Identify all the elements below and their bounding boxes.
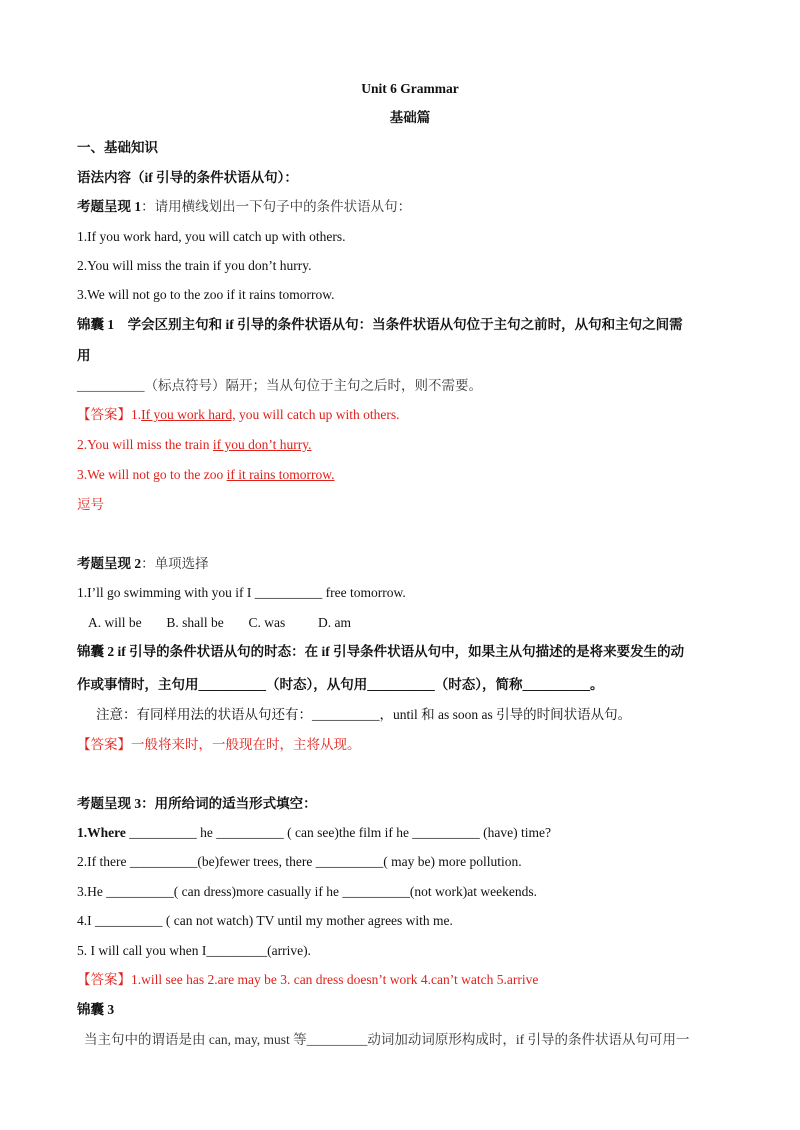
tip2-line-b: 作或事情时，主句用__________（时态），从句用__________（时态），简称__________。	[77, 677, 604, 692]
q3-sentence-3: 3.He __________( can dress)more casually if he __________(not work)at weekends.	[77, 884, 538, 899]
page-title: Unit 6 Grammar	[361, 81, 459, 96]
answer1-rest: you will catch up with others.	[235, 407, 400, 422]
q2-instruction: ：单项选择	[141, 556, 209, 571]
tip1-line-c: __________（标点符号）隔开；当从句位于主句之后时，则不需要。	[77, 378, 482, 393]
q2-prompt	[77, 555, 209, 573]
grammar-heading: 语法内容（if 引导的条件状语从句）：	[77, 170, 298, 185]
q2-label: 考题呈现 2	[77, 556, 142, 571]
q3-s1-rest: __________ he __________ ( can see)the film if he __________ (have) time?	[125, 825, 552, 840]
option-b: B. shall be	[166, 615, 224, 630]
q3-sentence-1	[77, 824, 551, 842]
q1-sentence-2: 2.You will miss the train if you don’t hurry.	[77, 258, 312, 273]
tip1-line-a	[77, 316, 683, 334]
tip1-label: 锦囊 1	[77, 317, 115, 332]
answer-label: 【答案】	[77, 407, 131, 422]
answer3-main: 3.We will not go to the zoo	[77, 467, 227, 482]
answer3-text: 1.will see has 2.are may be 3. can dress doesn’t work 4.can’t watch 5.arrive	[131, 972, 539, 987]
tip3-label: 锦囊 3	[77, 1002, 115, 1017]
answer2-clause: if you don’t hurry.	[212, 437, 312, 452]
answer1-line-2	[77, 436, 312, 454]
tip2-note: 注意：有同样用法的状语从句还有：__________，until 和 as soon as 引导的时间状语从句。	[96, 707, 632, 722]
q1-sentence-3: 3.We will not go to the zoo if it rains tomorrow.	[77, 287, 335, 302]
tip1-line-b: 用	[77, 348, 91, 363]
tip3-text: 当主句中的谓语是由 can, may, must 等_________动词加动词原形构成时，if 引导的条件状语从句可用一	[84, 1032, 690, 1047]
answer1-number: 1.	[131, 407, 142, 422]
q3-heading: 考题呈现 3：用所给词的适当形式填空：	[77, 796, 317, 811]
answer1-comma: 逗号	[77, 497, 104, 512]
tip2-line-a: 锦囊 2 if 引导的条件状语从句的时态：在 if 引导条件状语从句中，如果主从句描述的是将来要发生的动	[77, 644, 685, 659]
option-a: A. will be	[88, 615, 142, 630]
q3-sentence-5: 5. I will call you when I_________(arrive).	[77, 943, 311, 958]
option-d: D. am	[318, 615, 351, 630]
answer-label: 【答案】	[77, 972, 131, 987]
answer1-line-1	[77, 406, 399, 424]
q1-sentence-1: 1.If you work hard, you will catch up with others.	[77, 229, 346, 244]
q3-sentence-2: 2.If there __________(be)fewer trees, there __________( may be) more pollution.	[77, 854, 522, 869]
answer2-line	[77, 736, 361, 754]
q2-question: 1.I’ll go swimming with you if I __________ free tomorrow.	[77, 585, 406, 600]
section-heading: 一、基础知识	[77, 140, 158, 155]
answer2-main: 2.You will miss the train	[77, 437, 213, 452]
answer1-clause: If you work hard,	[141, 407, 236, 422]
option-c: C. was	[248, 615, 286, 630]
tip1-text: 学会区别主句和 if 引导的条件状语从句：当条件状语从句位于主句之前时，从句和主句之间需	[127, 317, 683, 332]
q1-instruction: ：请用横线划出一下句子中的条件状语从句：	[141, 199, 412, 214]
q2-options	[88, 614, 351, 632]
q3-sentence-4: 4.I __________ ( can not watch) TV until my mother agrees with me.	[77, 913, 453, 928]
answer-label: 【答案】	[77, 737, 131, 752]
q3-s1-start: 1.Where	[77, 825, 126, 840]
q1-label: 考题呈现 1	[77, 199, 142, 214]
answer1-line-3	[77, 466, 335, 484]
answer3-clause: if it rains tomorrow.	[226, 467, 335, 482]
answer3-line	[77, 971, 538, 989]
answer2-text: 一般将来时，一般现在时，主将从现。	[131, 737, 361, 752]
q1-prompt	[77, 198, 411, 216]
page-subtitle: 基础篇	[389, 110, 431, 125]
